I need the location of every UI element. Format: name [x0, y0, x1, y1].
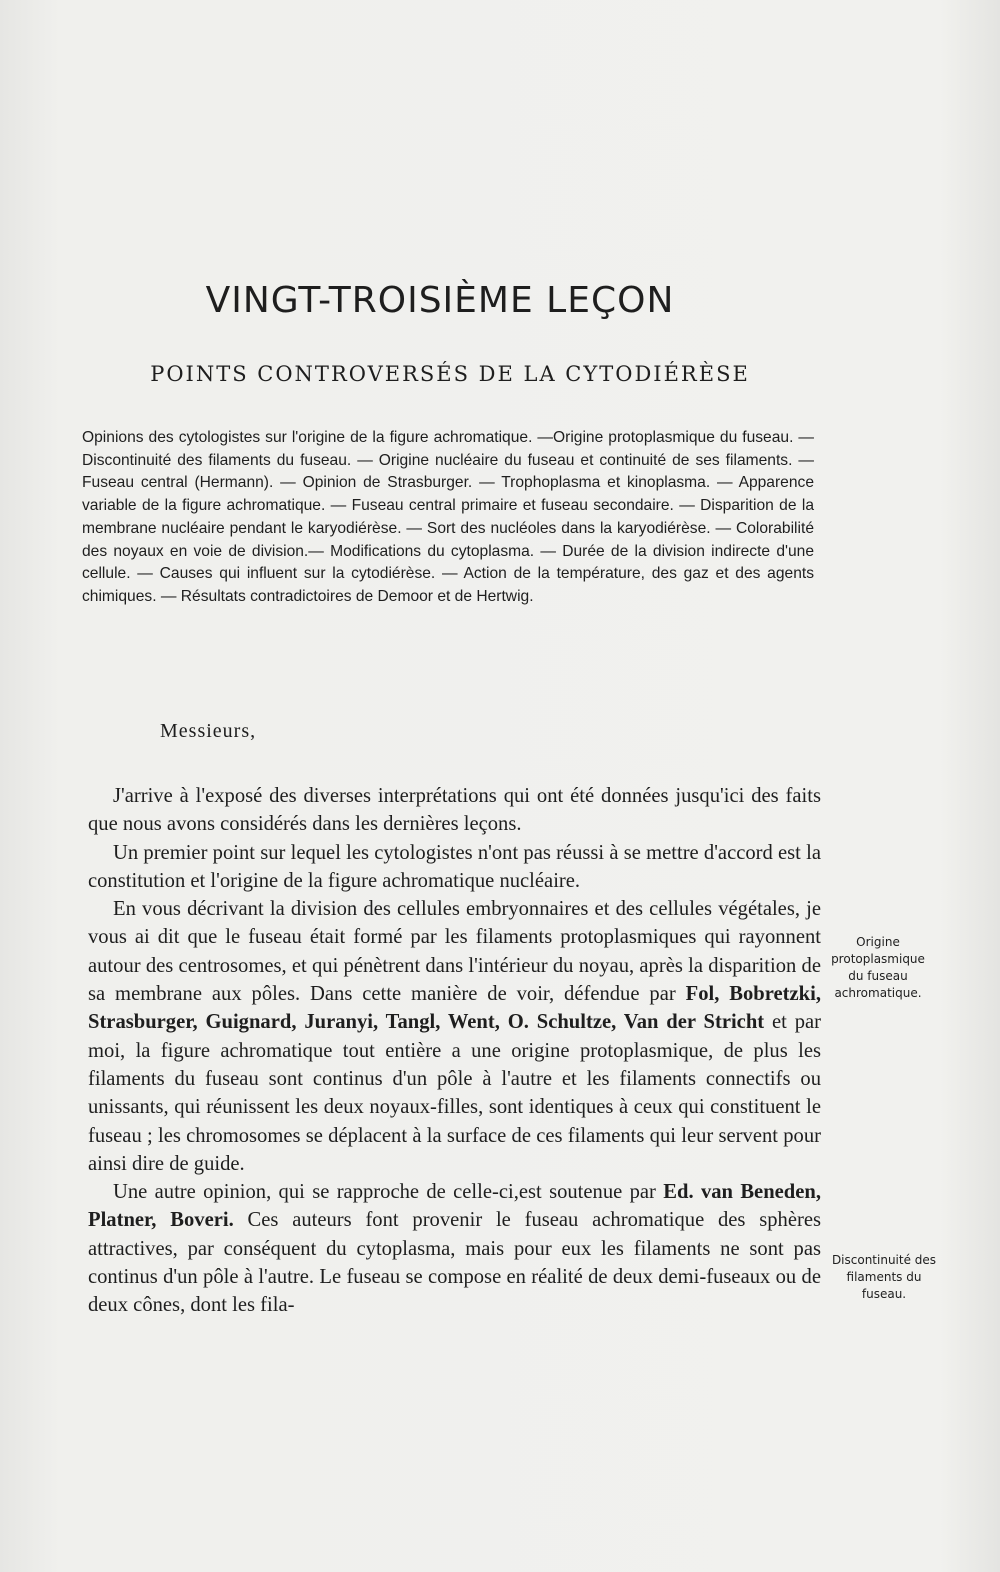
paragraph-4-text-a: Une autre opinion, qui se rapproche de celle-ci,est soutenue par — [113, 1181, 656, 1204]
paragraph-2: Un premier point sur lequel les cytologistes n'ont pas réussi à se mettre d'accord est la constitution et l'origine de la figure achromatique nucléaire. — [88, 841, 821, 892]
paragraph-3-text-a: En vous décrivant la division des cellules embryonnaires et des cellules végétales, je vous ai dit que le fuseau était formé par les filaments protoplasmiques qui rayonnent autour des centrosomes, et qui pénètrent dans l'intérieur du noyau, après la disparition de sa membrane aux pôles. Dans cette manière de voir, défendue par — [88, 898, 821, 1006]
paragraph-3-text-b: et par moi, la figure achromatique tout entière a une origine protoplasmique, de plus les filaments du fuseau sont continus d'un pôle à l'autre et les filaments connectifs ou unissants, qui réunissent les deux noyaux-filles, sont identiques à ceux qui constituent le fuseau ; les chromosomes se déplacent à la surface de ces filaments qui leur servent pour ainsi dire de guide. — [88, 1011, 822, 1175]
paragraph-3 — [88, 895, 821, 1178]
paragraph-3-authors: Fol, Bobretzki, Strasburger, Guignard, Juranyi, Tangl, Went, O. Schultze, Van der Stricht — [88, 983, 821, 1034]
margin-note-origine: Origine protoplasmique du fuseau achromatique. — [831, 935, 925, 1000]
paragraph-1: J'arrive à l'exposé des diverses interprétations qui ont été données jusqu'ici des faits que nous avons considérés dans les dernières leçons. — [88, 785, 821, 836]
chapter-title: VINGT-TROISIÈME LEÇON — [205, 280, 675, 321]
paragraph-4 — [88, 1178, 821, 1319]
body-text — [88, 782, 821, 1320]
paragraph-4-authors: Ed. van Beneden, Platner, Boveri. — [88, 1181, 821, 1232]
chapter-subtitle: POINTS CONTROVERSÉS DE LA CYTODIÉRÈSE — [150, 362, 750, 386]
paragraph-4-text-b: Ces auteurs font provenir le fuseau achromatique des sphères attractives, par conséquent du cytoplasma, mais pour eux les filaments ne sont pas continus d'un pôle à l'autre. Le fuseau se compose en réalité de deux demi-fuseaux ou de deux cônes, dont les fila- — [88, 1209, 821, 1317]
chapter-summary: Opinions des cytologistes sur l'origine de la figure achromatique. —Origine protoplasmique du fuseau. — Discontinuité des filaments du fuseau. — Origine nucléaire du fuseau et continuité de ses filaments. — Fuseau central (Hermann). — Opinion de Strasburger. — Trophoplasma et kinoplasma. — Apparence variable de la figure achromatique. — Fuseau central primaire et fuseau secondaire. — Disparition de la membrane nucléaire pendant le karyodiérèse. — Sort des nucléoles dans la karyodiérèse. — Colorabilité des noyaux en voie de division.— Modifications du cytoplasma. — Durée de la division indirecte d'une cellule. — Causes qui influent sur la cytodiérèse. — Action de la température, des gaz et des agents chimiques. — Résultats contradictoires de Demoor et de Hertwig. — [82, 429, 814, 605]
margin-note-discontinuite: Discontinuité des filaments du fuseau. — [831, 1253, 937, 1301]
salutation: Messieurs, — [160, 720, 257, 742]
